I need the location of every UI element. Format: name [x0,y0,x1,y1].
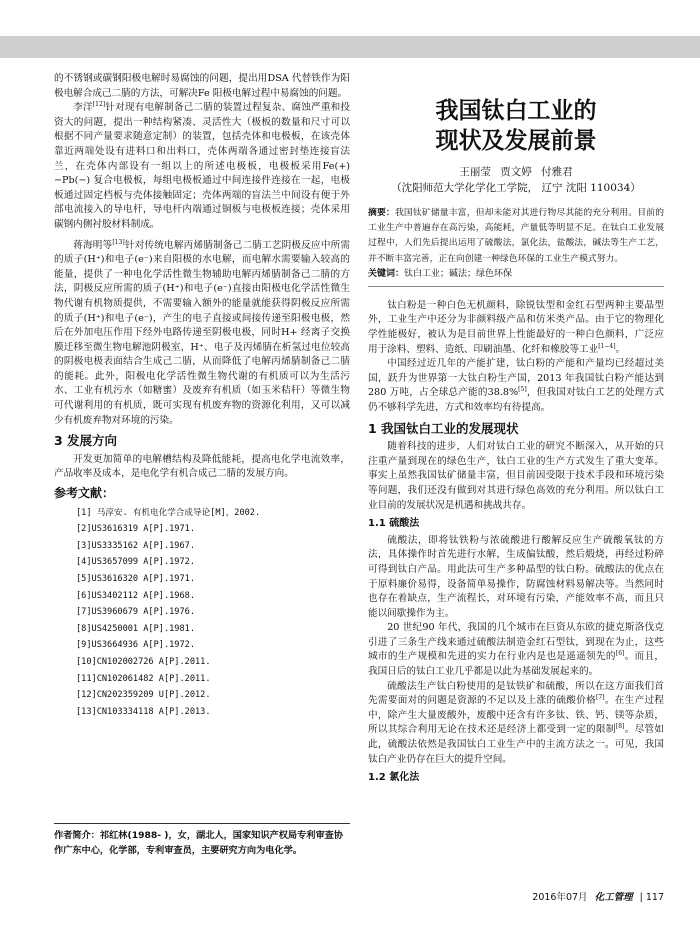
affiliation: （沈阳师范大学化学化工学院， 辽宁 沈阳 110034） [391,182,641,194]
right-column [368,96,664,788]
references-list [54,505,350,721]
paragraph: 硫酸法，即将钛铁粉与浓硫酸进行酸解反应生产硫酸氧钛的方法，具体操作时首先进行水解，生成偏钛酸，然后煅烧，再经过粉碎可得到钛白产品。用此法可生产多种晶型的钛白粉。硫酸法的优点在于原料廉价易得，设备简单易操作，防腐蚀材料易解决等。当然同时也存在着缺点，生产流程长，对环境有污染，产能效率不高，而且只能以间歇操作为主。 [368,534,664,619]
paragraph: 开发更加简单的电解槽结构及降低能耗，提高电化学电流效率，产品收率及成本，是电化学有机合成己二腈的发展方向。 [54,453,350,480]
authors: 王丽莹 贾文婷 付雅君 [459,166,573,178]
article-title: 我国钛白工业的 现状及发展前景 [435,98,597,154]
page-number: 117 [645,892,664,903]
paragraph: 中国经过近几年的产能扩建，钛白粉的产能和产量均已经超过美国，跃升为世界第一大钛白粉生产国，2013 年我国钛白粉产能达到280 万吨，占全球总产能的38.8%[5]，但我国对钛白工艺的处理方式仍不够科学先进，方式和效率均有待提高。 [368,358,664,413]
footer-separator: | [639,892,643,903]
reference-item: [1] 马淳安. 有机电化学合成导论[M]，2002. [76,507,261,518]
paragraph: 蒋海明等[13]针对传统电解丙烯腈制备己二腈工艺阴极反应中所需的质子(H⁺)和电子(e⁻)来自阳极的水电解，而电解水需要输入较高的能量，提供了一种电化学活性微生物辅助电解丙烯腈制备己二腈的方法，阴极反应所需的质子(H⁺)和电子(e⁻)直接由阳极电化学活性微生物代谢有机物质提供，不需要输入额外的能量就能获得阴极反应所需的质子(H⁺)和电子(e⁻)，产生的电子直接或间接传递至阳极电极，然后在外加电压作用下经外电路传递至阴极电极，同时H+ 经离子交换膜迁移至微生物电解池阴极室，H⁺、电子及丙烯腈在析氢过电位较高的阴极电极表面结合生成己二腈，从而降低了电解丙烯腈制备己二腈的能耗。此外，阳极电化学活性微生物代谢的有机质可以为生活污水、工业有机污水（如糖蜜）及废弃有机质（如玉米秸秆）等微生物可代谢利用的有机质，既可实现有机废弃物的资源化利用，又可以减少有机废弃物对环境的污染。 [54,238,351,426]
abstract: 摘要：我国钛矿储量丰富，但却未能对其进行物尽其能的充分利用。目前的工业生产中普遍存在高污染，高能耗，产量低等明显不足。在钛白工业发展过程中，人们先后提出运用了硫酸法，氯化法，盐酸法，碱法等生产工艺，并不断丰富完善，正在向创建一种绿色环保的工业生产模式努力。 [368,208,664,264]
issue-date: 2016年07月 [532,892,588,903]
paragraph: 李洋[12]针对现有电解制备己二腈的装置过程复杂、腐蚀严重和投资大的问题，提出一种结构紧凑、灵活性大（极板的数量和尺寸可以根据不同产量要求随意定制）的装置，包括壳体和电极板，在该壳体靠近两端处设有进料口和出料口，壳体两端各通过密封垫连接盲法兰，在壳体内部设有一组以上的所述电极板，电极板采用Fe(+)−Pb(−) 复合电极板，每组电极板通过中间连接件连接在一起，电极板通过固定档板与壳体接触固定；壳体两端的盲法兰中间设有便于外部电流接入的导电杆，导电杆内端通过铜板与电极板连接；壳体采用碳钢内侧衬胶材料制成。 [54,101,351,230]
paragraph: 钛白粉是一种白色无机颜料，除锐钛型和金红石型两种主要晶型外，工业生产中还分为非颜料级产品和仿米类产品。由于它的物理化学性能极好，被认为是目前世界上性能最好的一种白色颜料，广泛应用于涂料、塑料、造纸、印刷油墨、化纤和橡胶等工业[1−4]。 [368,299,664,355]
paragraph: 硫酸法生产钛白粉使用的是钛铁矿和硫酸，所以在这方面我们首先需要面对的问题是资源的不足以及上涨的硫酸价格[7]。在生产过程中，除产生大量废酸外，废酸中还含有许多钛、铁、钙、镁等杂质，所以其综合利用无论在技术还是经济上都受到一定的限制[8]。尽管如此，硫酸法依然是我国钛白工业生产中的主流方法之一。可见，我国钛白产业仍存在巨大的提升空间。 [368,680,665,765]
reference-item: [7]US3960679 A[P].1976. [76,607,195,618]
paragraph: 的不锈钢或碳钢阳极电解时易腐蚀的问题，提出用DSA 代替铁作为阳极电解合成己二腈的方法，可解决Fe 阳极电解过程中易腐蚀的问题。 [54,73,350,99]
section-heading: 3 发展方向 [54,433,118,449]
subsection-heading: 1.2 氯化法 [368,772,420,784]
references-heading: 参考文献： [54,486,115,501]
author-note: 作者简介：祁红林(1988- )，女，湖北人，国家知识产权局专利审查协作广东中心，化学部，专利审查员，主要研究方向为电化学。 [54,823,350,858]
reference-item: [5]US3616320 A[P].1971. [76,574,195,584]
paragraph: 20 世纪90 年代，我国的几个城市在巨资从东欧的捷克斯洛伐克引进了三条生产线来通过硫酸法制造金红石型钛，到现在为止，这些城市的生产规模和先进的实力在行业内是也是遥遥领先的[6]。而且，我国日后的钛白工业几乎都是以此为基础发展起来的。 [368,622,665,678]
section-heading: 1 我国钛白工业的发展现状 [368,420,519,436]
subsection-heading: 1.1 硫酸法 [368,518,420,530]
reference-item: [2]US3616319 A[P].1971. [76,524,195,535]
reference-item: [13]CN103334118 A[P].2013. [76,706,211,717]
keywords: 关键词：钛白工业；碱法；绿色环保 [368,267,664,287]
reference-item: [12]CN202359209 U[P].2012. [76,690,211,701]
paragraph: 随着科技的进步，人们对钛白工业的研究不断深入，从开始的只注重产量到现在的绿色生产，钛白工业的生产方式发生了重大变革。事实上虽然我国钛矿储量丰富，但目前因受限于技术手段和环境污染等问题，我们还没有做到对其进行绿色高效的充分利用。所以钛白工业目前的发展状况是机遇和挑战共存。 [368,441,664,511]
reference-item: [11]CN102061482 A[P].2011. [76,673,211,684]
header-band [0,36,700,58]
page-footer [532,889,664,903]
reference-item: [6]US3402112 A[P].1968. [76,590,195,601]
journal-name: 化工管理 [594,892,633,903]
reference-item: [8]US4250001 A[P].1981. [76,623,195,634]
reference-item: [9]US3664936 A[P].1972. [76,640,195,651]
left-column [54,72,350,720]
reference-item: [10]CN102002726 A[P].2011. [76,656,211,667]
reference-item: [4]US3657099 A[P].1972. [76,557,195,568]
reference-item: [3]US3335162 A[P].1967. [76,540,195,551]
